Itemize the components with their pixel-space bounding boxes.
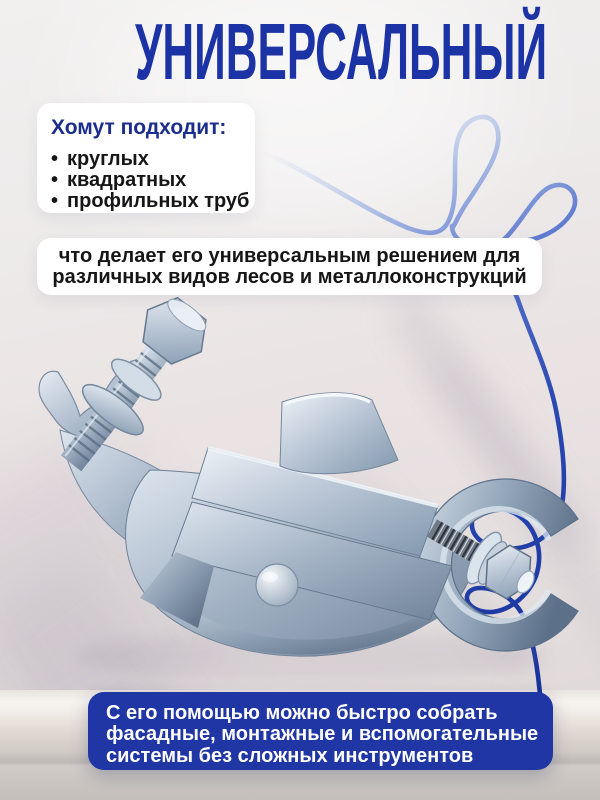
- page-title: УНИВЕРСАЛЬНЫЙ: [135, 7, 548, 96]
- fits-item-label: круглых: [67, 148, 149, 170]
- benefit-line: системы без сложных инструментов: [106, 744, 474, 767]
- universal-card: [37, 238, 542, 295]
- bullet-icon: •: [51, 148, 59, 170]
- fits-item-label: профильных труб: [67, 190, 250, 212]
- benefit-line: фасадные, монтажные и вспомогательные: [106, 723, 539, 746]
- fits-card: [37, 103, 255, 213]
- list-item: [51, 149, 255, 170]
- fits-item-label: квадратных: [67, 169, 187, 191]
- bullet-icon: •: [51, 169, 59, 191]
- bullet-icon: •: [51, 190, 59, 212]
- universal-line: различных видов лесов и металлоконструкций: [52, 266, 527, 288]
- list-item: [51, 170, 255, 191]
- benefit-card: [88, 692, 553, 770]
- fits-heading: Хомут подходит:: [51, 116, 227, 139]
- list-item: [51, 191, 255, 212]
- benefit-line: С его помощью можно быстро собрать: [106, 702, 498, 724]
- universal-line: что делает его универсальным решением для: [58, 245, 521, 267]
